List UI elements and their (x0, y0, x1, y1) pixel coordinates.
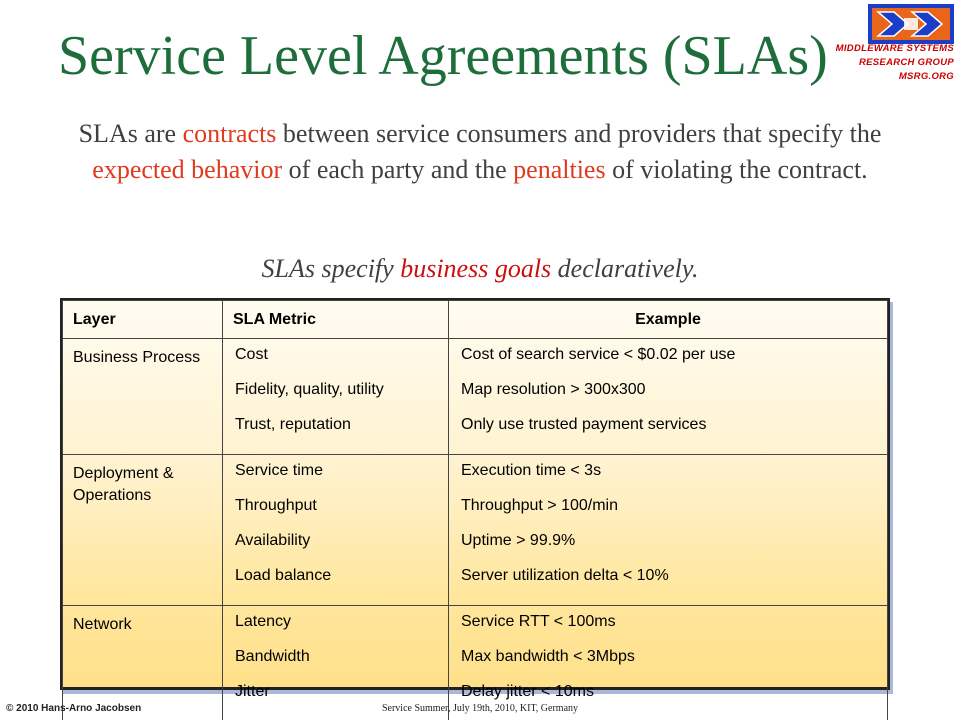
metric-item: Fidelity, quality, utility (235, 381, 384, 398)
example-item: Execution time < 3s (461, 462, 602, 479)
intro-text: between service consumers and providers that specify the (276, 119, 882, 148)
example-item: Map resolution > 300x300 (461, 381, 646, 398)
example-item: Delay jitter < 10ms (461, 683, 594, 700)
intro-text: SLAs are (78, 119, 183, 148)
table-row-business-process (63, 339, 888, 455)
metric-item: Service time (235, 462, 324, 479)
example-item: Only use trusted payment services (461, 416, 707, 433)
subline (60, 254, 900, 284)
footer-copyright: © 2010 Hans-Arno Jacobsen (6, 703, 142, 714)
slide-title: Service Level Agreements (SLAs) (58, 25, 828, 87)
metric-item: Throughput (235, 497, 317, 514)
subline-highlight-business-goals: business goals (400, 254, 552, 283)
metric-item: Trust, reputation (235, 416, 351, 433)
metric-item: Availability (235, 532, 311, 549)
sla-table (60, 298, 890, 700)
metric-item: Cost (235, 346, 268, 363)
example-item: Uptime > 99.9% (461, 532, 576, 549)
header-sla-metric: SLA Metric (223, 301, 449, 339)
metric-item: Jitter (235, 683, 270, 700)
example-cell (449, 455, 888, 606)
example-item: Service RTT < 100ms (461, 613, 616, 630)
org-line-1: MIDDLEWARE SYSTEMS (835, 43, 954, 54)
example-item: Throughput > 100/min (461, 497, 618, 514)
layer-cell: Deployment & Operations (63, 455, 223, 606)
example-item: Max bandwidth < 3Mbps (461, 648, 635, 665)
org-line-3: MSRG.ORG (898, 71, 954, 82)
metric-item: Load balance (235, 567, 332, 584)
intro-text: of each party and the (282, 155, 514, 184)
subline-text: SLAs specify (261, 254, 401, 283)
intro-highlight-penalties: penalties (513, 155, 606, 184)
org-line-2: RESEARCH GROUP (859, 57, 954, 68)
intro-highlight-contracts: contracts (182, 119, 277, 148)
metric-item: Bandwidth (235, 648, 310, 665)
layer-cell: Network (63, 606, 223, 720)
intro-paragraph (60, 116, 900, 188)
header-layer: Layer (63, 301, 223, 339)
example-item: Cost of search service < $0.02 per use (461, 346, 736, 363)
metric-cell (223, 339, 449, 455)
example-cell (449, 339, 888, 455)
metric-cell (223, 455, 449, 606)
header-example: Example (449, 301, 888, 339)
intro-highlight-expected-behavior: expected behavior (92, 155, 283, 184)
table-row-deployment-operations (63, 455, 888, 606)
footer-event: Service Summer, July 19th, 2010, KIT, Germany (381, 703, 579, 714)
table-header-row (63, 301, 888, 339)
example-item: Server utilization delta < 10% (461, 567, 669, 584)
subline-text: declaratively. (551, 254, 699, 283)
intro-text: of violating the contract. (605, 155, 868, 184)
layer-cell: Business Process (63, 339, 223, 455)
msrg-logo-icon (868, 4, 954, 44)
metric-item: Latency (235, 613, 292, 630)
org-name (836, 42, 954, 84)
